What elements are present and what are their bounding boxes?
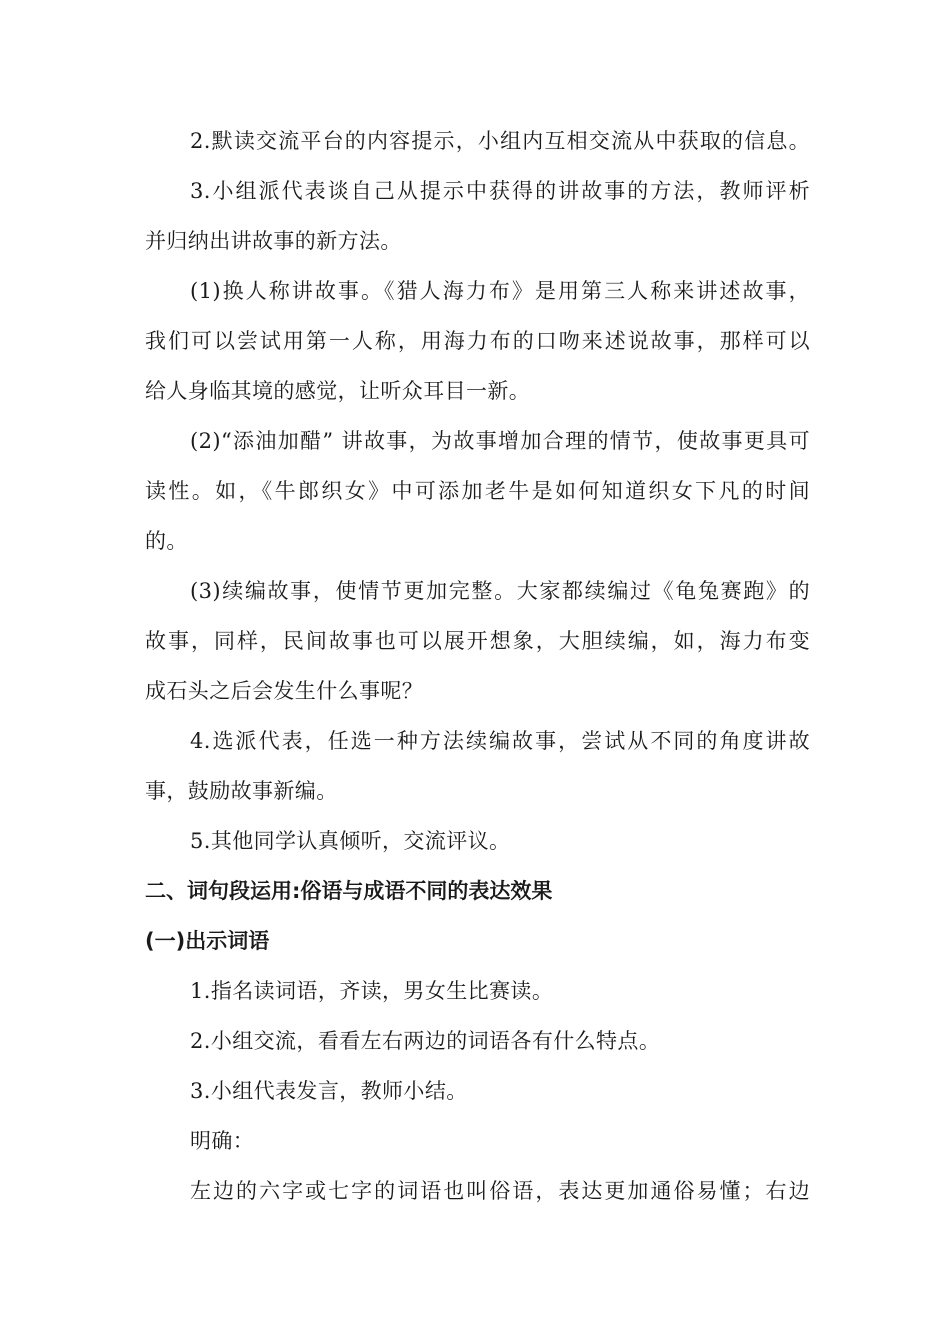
paragraph-line: 的。 [145, 529, 188, 553]
paragraph-line: (3)续编故事，使情节更加完整。大家都续编过《龟兔赛跑》的 [190, 579, 810, 603]
section-heading: 二、词句段运用:俗语与成语不同的表达效果 [145, 879, 553, 903]
paragraph-line: (2)“添油加醋” 讲故事，为故事增加合理的情节，使故事更具可 [190, 429, 810, 453]
paragraph-line: 给人身临其境的感觉，让听众耳目一新。 [145, 379, 531, 403]
paragraph-line: 并归纳出讲故事的新方法。 [145, 229, 402, 253]
paragraph-line: 读性。如，《牛郎织女》中可添加老牛是如何知道织女下凡的时间 [145, 479, 810, 503]
paragraph-line: 明确： [190, 1129, 255, 1153]
paragraph-line: 2.小组交流，看看左右两边的词语各有什么特点。 [190, 1029, 661, 1053]
paragraph-line: (1)换人称讲故事。《猎人海力布》是用第三人称来讲述故事， [190, 279, 810, 303]
paragraph-line: 成石头之后会发生什么事呢？ [145, 679, 424, 703]
paragraph-line: 3.小组代表发言，教师小结。 [190, 1079, 468, 1103]
paragraph-line: 5.其他同学认真倾听，交流评议。 [190, 829, 511, 853]
paragraph-line: 我们可以尝试用第一人称，用海力布的口吻来述说故事，那样可以 [145, 329, 810, 353]
paragraph-line: 左边的六字或七字的词语也叫俗语，表达更加通俗易懂；右边 [190, 1179, 810, 1203]
paragraph-line: 2.默读交流平台的内容提示，小组内互相交流从中获取的信息。 [190, 129, 810, 153]
paragraph-line: 1.指名读词语，齐读，男女生比赛读。 [190, 979, 554, 1003]
paragraph-line: 4.选派代表，任选一种方法续编故事，尝试从不同的角度讲故 [190, 729, 810, 753]
paragraph-line: 3.小组派代表谈自己从提示中获得的讲故事的方法，教师评析 [190, 179, 810, 203]
subsection-heading: (一)出示词语 [145, 929, 270, 953]
paragraph-line: 故事，同样，民间故事也可以展开想象，大胆续编，如，海力布变 [145, 629, 810, 653]
paragraph-line: 事，鼓励故事新编。 [145, 779, 338, 803]
